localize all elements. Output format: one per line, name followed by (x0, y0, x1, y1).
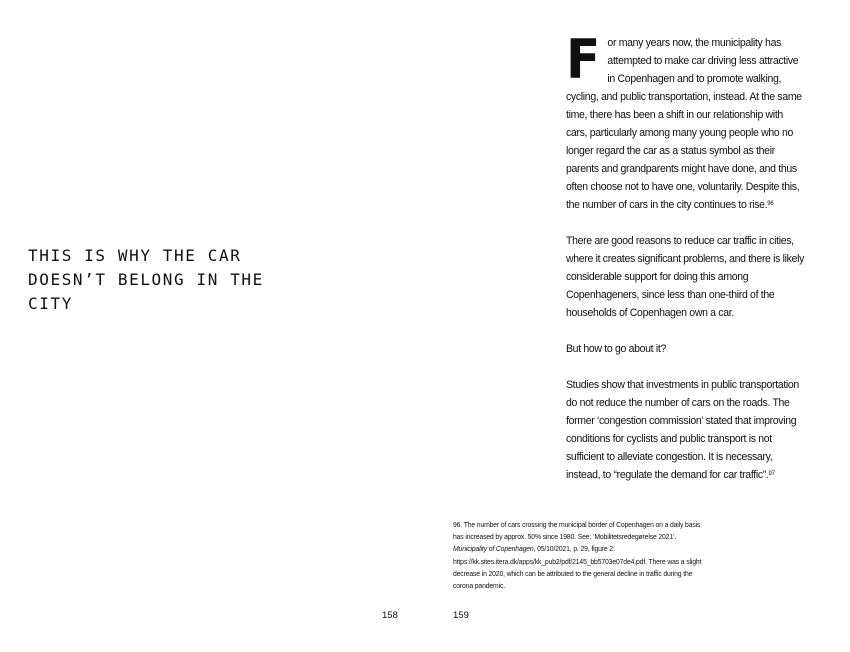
footnote-96 (453, 519, 705, 592)
paragraph-1 (566, 28, 806, 214)
paragraph-2: There are good reasons to reduce car traffic in cities, where it creates significant problems, and there is likely considerable support for doing this among Copenhageners, since less than one-third of the households of Copenhagen own a car. (566, 235, 805, 319)
footnote-ref-96: 96 (767, 200, 774, 207)
chapter-title: THIS IS WHY THE CAR DOESN’T BELONG IN THE CITY (28, 246, 264, 313)
paragraph-3: But how to go about it? (566, 343, 666, 355)
footnote-text (453, 519, 705, 592)
body-text (566, 28, 806, 502)
footnote-part1: 96. The number of cars crossing the municipal border of Copenhagen on a daily basis has increased by approx. 50% since 1980. See: ‘Mobilitetsredegørelse 2021’. (453, 520, 701, 542)
paragraph-1-text: or many years now, the municipality has attempted to make car driving less attractive in Copenhagen and to promote walking, cycling, and public transportation, instead. At the same time, there has been a shift in our relationship with cars, particularly among many young people who no longer regard the car as a status symbol as their parents and grandparents might have done, and thus often choose not to have one, voluntarily. Despite this, the number of cars in the city continues to rise. (566, 37, 802, 211)
drop-cap: F (566, 28, 600, 91)
page-number-right: 159 (453, 610, 469, 621)
paragraph-4-text: Studies show that investments in public transportation do not reduce the number of cars on the roads. The former ‘congestion commission’ stated that improving conditions for cyclists and public transport is not sufficient to alleviate congestion. It is necessary, instead, to “regulate the demand for car traffic”. (566, 379, 799, 481)
footnote-ref-97: 97 (768, 470, 775, 477)
paragraph-4 (566, 376, 806, 484)
footnote-source: Municipality of Copenhagen (453, 544, 534, 554)
footnote-part2: , 05/10/2021, p. 29, figure 2: https://kk.sites.itera.dk/apps/kk_pub2/pdf/2145_bb5703e07de4.pdf. There was a slight decrease in 2020, which can be attributed to the general decline in traffic during the corona pandemic. (453, 544, 702, 591)
page-number-left: 158 (382, 610, 398, 621)
